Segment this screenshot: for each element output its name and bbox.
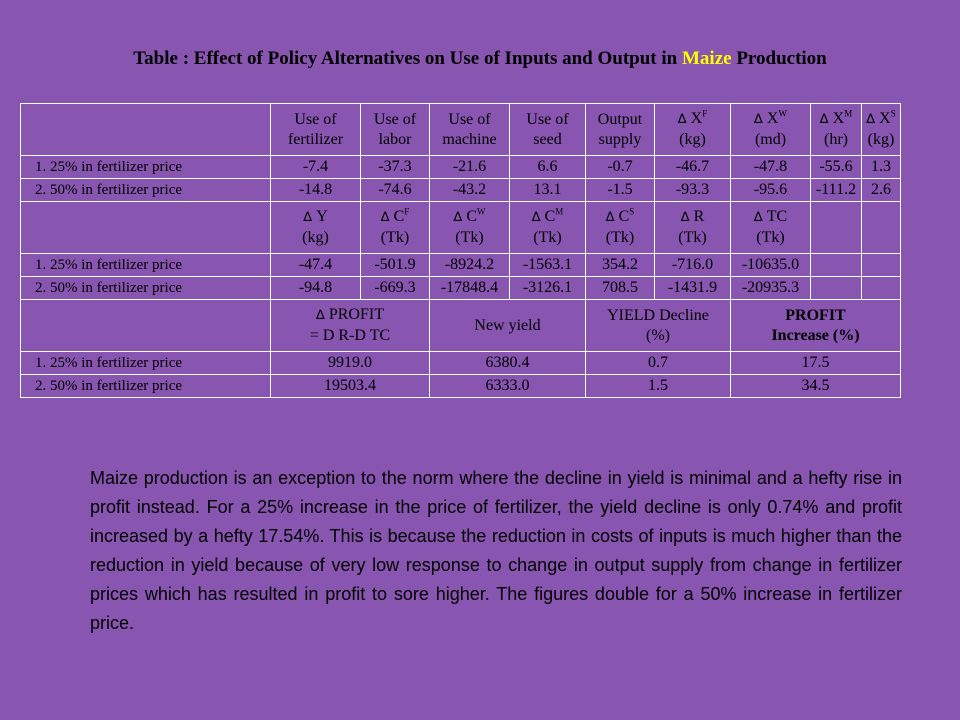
column-header-9 (862, 104, 901, 156)
header-symbol: X (766, 110, 779, 127)
summary-header-3-line2: (%) (646, 326, 670, 344)
table-cell: -55.6 (811, 156, 862, 179)
header-superscript: F (702, 108, 708, 119)
delta-symbol: ∆ (677, 112, 691, 127)
empty-cell (21, 300, 271, 352)
column-header-4-line1: Use of (526, 110, 569, 128)
cost-header-6-line2: (Tk) (678, 229, 707, 246)
column-header-2 (361, 104, 430, 156)
header-superscript: W (778, 108, 787, 119)
column-header-7-line2: (md) (754, 131, 787, 148)
delta-symbol: ∆ (753, 210, 767, 225)
column-header-8-line2: (hr) (824, 131, 848, 148)
column-header-8 (811, 104, 862, 156)
table-cell: -21.6 (430, 156, 510, 179)
header-symbol: C (393, 208, 405, 225)
empty-cell (862, 277, 901, 300)
column-header-2-line1: Use of (373, 110, 417, 128)
header-row-costs (21, 202, 901, 254)
header-symbol: C (466, 208, 477, 225)
table-cell: 1.5 (586, 375, 731, 398)
summary-header-1 (271, 300, 430, 352)
header-symbol: TC (766, 208, 788, 225)
header-superscript: S (890, 108, 896, 119)
summary-header-4-line1: PROFIT (785, 306, 846, 324)
header-row-inputs (21, 104, 901, 156)
table-row (21, 156, 901, 179)
empty-cell (811, 202, 862, 254)
cost-header-1-line1 (271, 207, 360, 228)
table-cell: -47.4 (271, 254, 361, 277)
column-header-5 (586, 104, 655, 156)
table-row (21, 254, 901, 277)
column-header-5-line2: supply (598, 130, 642, 148)
row-label: 2. 50% in fertilizer price (21, 179, 271, 202)
cost-header-4-line1 (510, 207, 585, 228)
cost-header-7-line2: (Tk) (756, 229, 785, 246)
summary-header-1-line1 (271, 305, 429, 326)
empty-cell (811, 277, 862, 300)
table-cell: 354.2 (586, 254, 655, 277)
table-cell: 17.5 (731, 352, 901, 375)
cost-header-3-line2: (Tk) (455, 229, 484, 246)
table-cell: 6.6 (510, 156, 586, 179)
delta-symbol: ∆ (316, 308, 329, 323)
column-header-8-line1 (811, 109, 861, 130)
header-superscript: M (555, 206, 564, 217)
column-header-6 (655, 104, 731, 156)
header-symbol: C (544, 208, 556, 225)
cost-header-5 (586, 202, 655, 254)
table-cell: 6380.4 (430, 352, 586, 375)
table-cell: -46.7 (655, 156, 731, 179)
table-cell: -501.9 (361, 254, 430, 277)
table-cell: 19503.4 (271, 375, 430, 398)
delta-symbol: ∆ (303, 210, 317, 225)
cost-header-4-line2: (Tk) (533, 229, 562, 246)
column-header-9-line1 (862, 109, 900, 130)
explanation-paragraph: Maize production is an exception to the norm where the decline in yield is minimal and a hefty rise in profit instead. For a 25% increase in the price of fertilizer, the yield decline is only 0.74% and profit increased by a hefty 17.54%. This is because the reduction in costs of inputs is much higher than the reduction in yield because of very low response to change in output supply from change in fertilizer prices which has resulted in profit to sore higher. The figures double for a 50% increase in fertilizer price. (90, 468, 902, 633)
title-prefix: Table : Effect of Policy Alternatives on Use of Inputs and Output in (133, 48, 682, 69)
table-cell: -14.8 (271, 179, 361, 202)
column-header-3 (430, 104, 510, 156)
delta-symbol: ∆ (754, 112, 767, 127)
summary-header-2 (430, 300, 586, 352)
cost-header-1-line2: (kg) (302, 229, 329, 246)
header-symbol: X (832, 110, 845, 127)
summary-header-3 (586, 300, 731, 352)
column-header-2-line2: labor (378, 130, 412, 148)
table-cell: -37.3 (361, 156, 430, 179)
cost-header-2-line2: (Tk) (380, 229, 410, 246)
table-cell: -43.2 (430, 179, 510, 202)
table-cell: 6333.0 (430, 375, 586, 398)
table-row (21, 277, 901, 300)
delta-symbol: ∆ (380, 210, 394, 225)
table-cell: -10635.0 (731, 254, 811, 277)
table-cell: -3126.1 (510, 277, 586, 300)
table-row (21, 352, 901, 375)
delta-symbol: ∆ (453, 210, 467, 225)
row-label: 1. 25% in fertilizer price (21, 254, 271, 277)
table-row (21, 179, 901, 202)
cost-header-7-line1 (731, 207, 810, 228)
cost-header-5-line2: (Tk) (605, 229, 635, 246)
table-cell: 0.7 (586, 352, 731, 375)
table-cell: -669.3 (361, 277, 430, 300)
table-cell: -8924.2 (430, 254, 510, 277)
column-header-5-line1: Output (597, 110, 643, 128)
table-title (0, 48, 960, 70)
table-cell: -93.3 (655, 179, 731, 202)
header-superscript: W (477, 206, 486, 217)
table-cell: 2.6 (862, 179, 901, 202)
table-cell: -17848.4 (430, 277, 510, 300)
row-label: 2. 50% in fertilizer price (21, 277, 271, 300)
empty-cell (862, 202, 901, 254)
column-header-6-line1 (655, 109, 730, 130)
summary-header-4-line2: Increase (%) (771, 326, 860, 344)
delta-symbol: ∆ (819, 112, 833, 127)
header-symbol: C (618, 208, 630, 225)
column-header-1-line1: Use of (294, 110, 337, 128)
cost-header-6 (655, 202, 731, 254)
table-row (21, 375, 901, 398)
header-superscript: F (404, 206, 410, 217)
table-cell: -0.7 (586, 156, 655, 179)
delta-symbol: ∆ (866, 112, 880, 127)
table-cell: 13.1 (510, 179, 586, 202)
header-text: PROFIT (328, 306, 384, 323)
header-symbol: Y (316, 208, 328, 225)
cost-header-1 (271, 202, 361, 254)
column-header-6-line2: (kg) (679, 131, 706, 148)
header-superscript: M (844, 108, 853, 119)
table-cell: -716.0 (655, 254, 731, 277)
header-symbol: X (879, 110, 891, 127)
table-body (21, 104, 901, 398)
header-row-profit (21, 300, 901, 352)
title-highlight: Maize (681, 48, 732, 69)
table-cell: -94.8 (271, 277, 361, 300)
empty-cell (21, 202, 271, 254)
column-header-7 (731, 104, 811, 156)
header-superscript: S (629, 206, 635, 217)
table-cell: -20935.3 (731, 277, 811, 300)
title-suffix: Production (731, 48, 827, 69)
cost-header-3-line1 (430, 207, 509, 228)
table-cell: 708.5 (586, 277, 655, 300)
table-cell: 1.3 (862, 156, 901, 179)
header-symbol: X (690, 110, 703, 127)
row-label: 1. 25% in fertilizer price (21, 352, 271, 375)
summary-header-1-line2: = D R-D TC (309, 327, 391, 344)
delta-symbol: ∆ (531, 210, 545, 225)
cost-header-6-line1 (655, 207, 730, 228)
table-cell: -95.6 (731, 179, 811, 202)
cost-header-2-line1 (361, 207, 429, 228)
table-cell: 9919.0 (271, 352, 430, 375)
delta-symbol: ∆ (605, 210, 619, 225)
table-cell: -1431.9 (655, 277, 731, 300)
empty-cell (21, 104, 271, 156)
column-header-3-line1: Use of (448, 110, 491, 128)
column-header-1-line2: fertilizer (287, 130, 344, 148)
table-cell: -7.4 (271, 156, 361, 179)
table-cell: -1.5 (586, 179, 655, 202)
empty-cell (862, 254, 901, 277)
summary-header-3-line1: YIELD Decline (607, 306, 709, 324)
cost-header-2 (361, 202, 430, 254)
cost-header-4 (510, 202, 586, 254)
column-header-3-line2: machine (442, 130, 497, 148)
cost-header-7 (731, 202, 811, 254)
column-header-7-line1 (731, 109, 810, 130)
column-header-1 (271, 104, 361, 156)
row-label: 2. 50% in fertilizer price (21, 375, 271, 398)
summary-header-4 (731, 300, 901, 352)
cost-header-5-line1 (586, 207, 654, 228)
table-cell: -1563.1 (510, 254, 586, 277)
column-header-4 (510, 104, 586, 156)
policy-effects-table (20, 103, 901, 398)
empty-cell (811, 254, 862, 277)
header-symbol: R (693, 208, 705, 225)
cost-header-3 (430, 202, 510, 254)
row-label: 1. 25% in fertilizer price (21, 156, 271, 179)
column-header-9-line2: (kg) (867, 131, 895, 148)
summary-header-2-line1: New yield (474, 316, 541, 334)
table-cell: -111.2 (811, 179, 862, 202)
table-cell: 34.5 (731, 375, 901, 398)
table-cell: -47.8 (731, 156, 811, 179)
column-header-4-line2: seed (533, 130, 562, 148)
table-cell: -74.6 (361, 179, 430, 202)
delta-symbol: ∆ (680, 210, 694, 225)
